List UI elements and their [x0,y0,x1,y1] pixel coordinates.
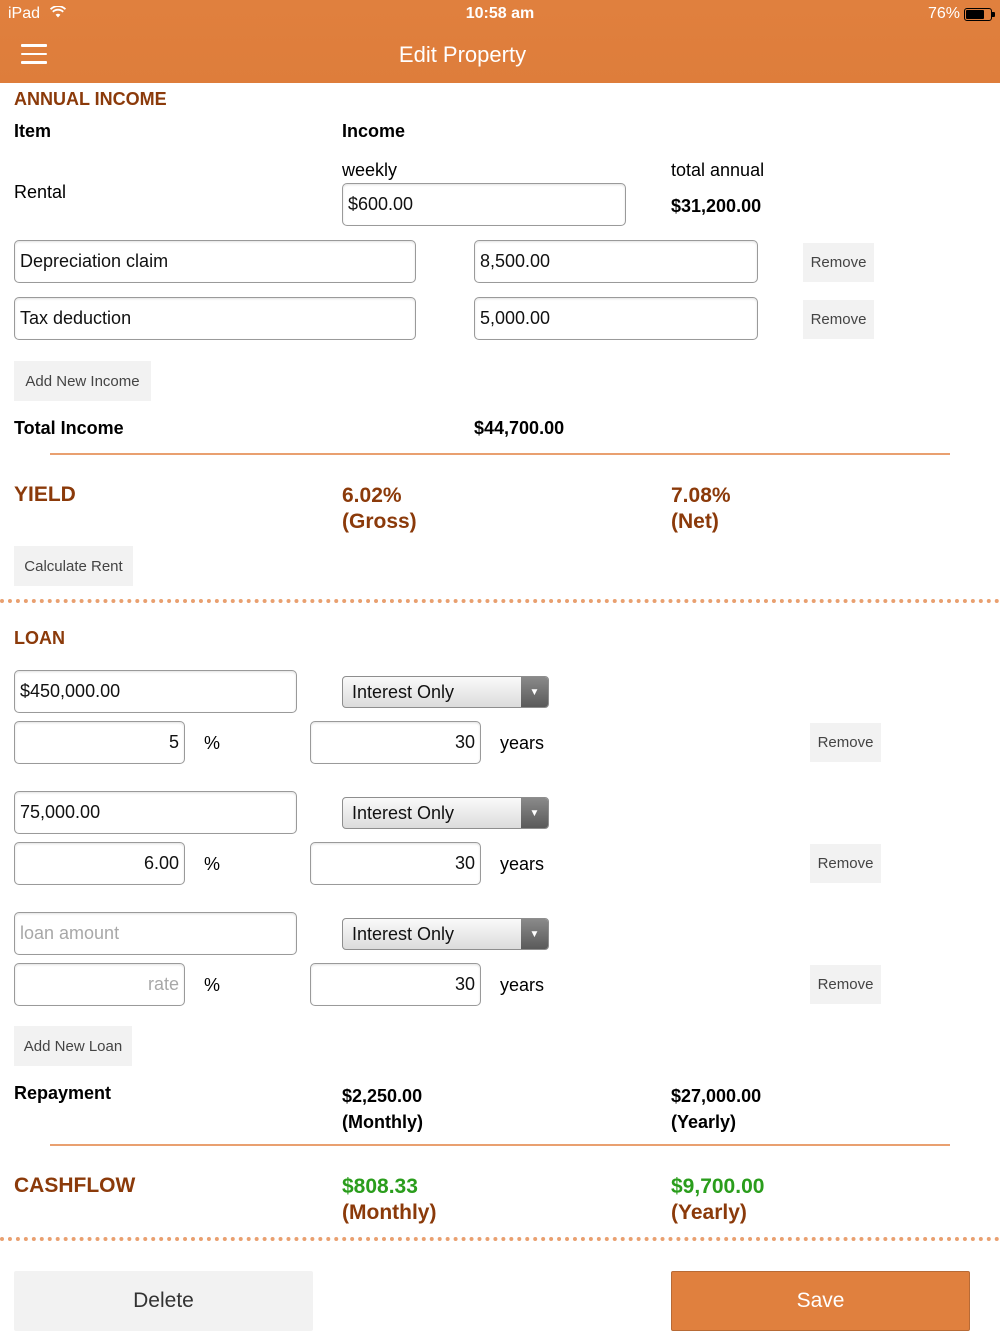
income-item-amount-input[interactable] [474,240,758,283]
loan-term-input[interactable] [310,721,481,764]
cashflow-title: CASHFLOW [14,1174,136,1197]
nav-header [0,0,1000,83]
repayment-yearly [671,1083,761,1135]
section-separator [0,1237,1000,1241]
remove-loan-button[interactable]: Remove [810,844,881,883]
repayment-monthly-label: (Monthly) [342,1112,423,1132]
cashflow-monthly [342,1174,436,1226]
save-button[interactable]: Save [671,1271,970,1331]
income-column-header: Income [342,121,406,141]
yield-gross-value: 6.02% [342,484,402,507]
remove-income-button[interactable]: Remove [803,243,874,282]
loan-type-value: Interest Only [352,802,455,823]
repayment-label: Repayment [14,1083,112,1103]
loan-type-select[interactable] [342,918,549,950]
total-income-label: Total Income [14,418,124,438]
loan-rate-input[interactable] [14,842,185,885]
add-new-income-button[interactable]: Add New Income [14,361,151,401]
total-annual-label: total annual [671,160,765,180]
cashflow-yearly-label: (Yearly) [671,1201,747,1224]
yield-gross-label: (Gross) [342,510,417,533]
remove-loan-button[interactable]: Remove [810,965,881,1004]
loan-rate-input[interactable] [14,721,185,764]
percent-label: % [204,975,221,995]
repayment-yearly-label: (Yearly) [671,1112,737,1132]
loan-term-input[interactable] [310,842,481,885]
rental-total-annual: $31,200.00 [671,196,762,216]
income-item-name-input[interactable] [14,240,416,283]
loan-rate-input[interactable] [14,963,185,1006]
battery-icon [964,8,992,21]
cashflow-yearly [671,1174,764,1226]
loan-amount-input[interactable] [14,670,297,713]
total-income-value: $44,700.00 [474,418,565,438]
loan-amount-input[interactable] [14,912,297,955]
income-item-amount-input[interactable] [474,297,758,340]
cashflow-yearly-value: $9,700.00 [671,1175,765,1198]
percent-label: % [204,733,221,753]
loan-term-input[interactable] [310,963,481,1006]
loan-type-value: Interest Only [352,923,455,944]
calculate-rent-button[interactable]: Calculate Rent [14,546,133,586]
rental-weekly-input[interactable] [342,183,626,226]
cashflow-monthly-value: $808.33 [342,1175,418,1198]
yield-net-label: (Net) [671,510,719,533]
chevron-down-icon: ▼ [521,798,548,828]
years-label: years [500,854,545,874]
years-label: years [500,733,545,753]
device-name: iPad [8,5,41,23]
annual-income-title: ANNUAL INCOME [14,89,167,109]
repayment-yearly-value: $27,000.00 [671,1086,762,1106]
repayment-monthly-value: $2,250.00 [342,1086,423,1106]
cashflow-monthly-label: (Monthly) [342,1201,437,1224]
status-time: 10:58 am [465,5,535,22]
remove-income-button[interactable]: Remove [803,300,874,339]
income-item-name-input[interactable] [14,297,416,340]
yield-gross [342,483,417,535]
yield-title: YIELD [14,483,76,506]
yield-net-value: 7.08% [671,484,731,507]
percent-label: % [204,854,221,874]
weekly-label: weekly [342,160,398,180]
repayment-monthly [342,1083,423,1135]
delete-button[interactable]: Delete [14,1271,313,1331]
item-column-header: Item [14,121,52,141]
divider [50,1144,950,1146]
section-separator [0,599,1000,603]
loan-type-value: Interest Only [352,681,455,702]
add-new-loan-button[interactable]: Add New Loan [14,1026,132,1066]
loan-type-select[interactable] [342,676,549,708]
page-title: Edit Property [398,42,527,67]
status-battery-percent: 76% [927,5,960,22]
chevron-down-icon: ▼ [521,677,548,707]
loan-amount-input[interactable] [14,791,297,834]
remove-loan-button[interactable]: Remove [810,723,881,762]
rental-label: Rental [14,182,67,202]
chevron-down-icon: ▼ [521,919,548,949]
yield-net [671,483,731,535]
loan-type-select[interactable] [342,797,549,829]
years-label: years [500,975,545,995]
loan-title: LOAN [14,628,65,648]
divider [50,453,950,455]
